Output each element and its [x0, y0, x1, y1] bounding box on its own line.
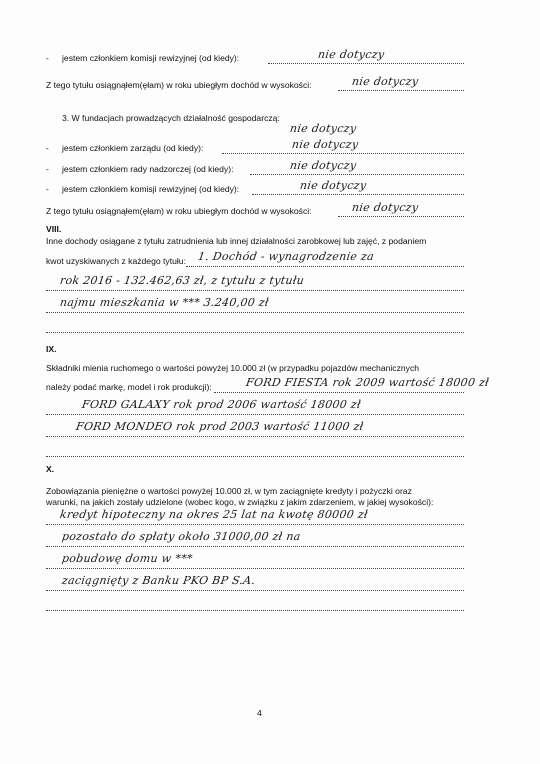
bullet: - — [46, 164, 49, 174]
handwritten-line: FORD GALAXY rok prod 2006 wartość 18000 zł — [81, 398, 362, 411]
dotted-line — [186, 266, 464, 267]
dotted-line — [214, 392, 464, 393]
handwritten-value: nie dotyczy — [289, 122, 358, 135]
dotted-line — [268, 63, 464, 64]
point-3-label: 3. W fundacjach prowadzących działalność gospodarczą: — [62, 113, 280, 123]
handwritten-line: FORD FIESTA rok 2009 wartość 18000 zł — [245, 376, 490, 389]
section-heading: VIII. — [46, 224, 62, 234]
handwritten-line: 1. Dochód - wynagrodzenie za — [197, 250, 375, 263]
dotted-line — [46, 332, 464, 333]
kwot-label: kwot uzyskiwanych z każdego tytułu: — [46, 256, 186, 266]
section-heading: IX. — [46, 344, 57, 354]
handwritten-line: pobudowę domu w *** — [61, 552, 194, 565]
handwritten-value: nie dotyczy — [289, 159, 358, 172]
handwritten-value: nie dotyczy — [291, 138, 360, 151]
dotted-line — [46, 590, 464, 591]
section-heading: X. — [46, 464, 55, 474]
dotted-line — [46, 568, 464, 569]
section-intro-1: Zobowiązania pieniężne o wartości powyżej 10.000 zł, w tym zaciągnięte kredyty i pożyczki oraz — [46, 486, 412, 496]
income-label-2: Z tego tytułu osiągnąłem(ęłam) w roku ubiegłym dochód w wysokości: — [46, 206, 312, 216]
handwritten-line: kredyt hipoteczny na okres 25 lat na kwotę 80000 zł — [59, 508, 369, 521]
rewizja-label-2: jestem członkiem komisji rewizyjnej (od kiedy): — [62, 184, 240, 194]
dotted-line — [338, 216, 464, 217]
zarzad-label: jestem członkiem zarządu (od kiedy): — [62, 143, 204, 153]
bullet: - — [46, 184, 49, 194]
dotted-line — [46, 524, 464, 525]
marka-label: należy podać markę, model i rok produkcji): — [46, 382, 212, 392]
dotted-line — [46, 546, 464, 547]
dotted-line — [338, 90, 464, 91]
handwritten-value: nie dotyczy — [299, 179, 368, 192]
dotted-line — [46, 312, 464, 313]
section-intro-2: warunki, na jakich zostały udzielone (wobec kogo, w związku z jakim zdarzeniem, w jakiej wysokości): — [46, 497, 434, 507]
dotted-line — [222, 153, 464, 154]
section-intro: Inne dochody osiągane z tytułu zatrudnienia lub innej działalności zarobkowej lub zajęć, z podaniem — [46, 236, 427, 246]
handwritten-line: FORD MONDEO rok prod 2003 wartość 11000 zł — [75, 420, 365, 433]
handwritten-line: zaciągnięty z Banku PKO BP S.A. — [61, 574, 257, 587]
handwritten-line: pozostało do spłaty około 31000,00 zł na — [61, 530, 302, 543]
handwritten-value: nie dotyczy — [351, 75, 420, 88]
dotted-line — [46, 610, 464, 611]
dotted-line — [250, 174, 464, 175]
dotted-line — [46, 456, 464, 457]
bullet: - — [46, 53, 49, 63]
dotted-line — [46, 436, 464, 437]
rewizja-label: jestem członkiem komisji rewizyjnej (od kiedy): — [62, 53, 240, 63]
section-intro: Składniki mienia ruchomego o wartości powyżej 10.000 zł (w przypadku pojazdów mechanicznych — [46, 363, 420, 373]
handwritten-line: najmu mieszkania w *** 3.240,00 zł — [59, 296, 270, 309]
dotted-line — [46, 290, 464, 291]
income-label: Z tego tytułu osiągnąłem(ęłam) w roku ubiegłym dochód w wysokości: — [46, 80, 312, 90]
rada-label: jestem członkiem rady nadzorczej (od kiedy): — [62, 164, 234, 174]
dotted-line — [252, 194, 464, 195]
bullet: - — [46, 143, 49, 153]
page-number: 4 — [257, 708, 262, 718]
handwritten-value: nie dotyczy — [351, 201, 420, 214]
handwritten-value: nie dotyczy — [317, 48, 386, 61]
dotted-line — [46, 414, 464, 415]
handwritten-line: rok 2016 - 132.462,63 zł, z tytułu z tytułu — [59, 274, 306, 287]
